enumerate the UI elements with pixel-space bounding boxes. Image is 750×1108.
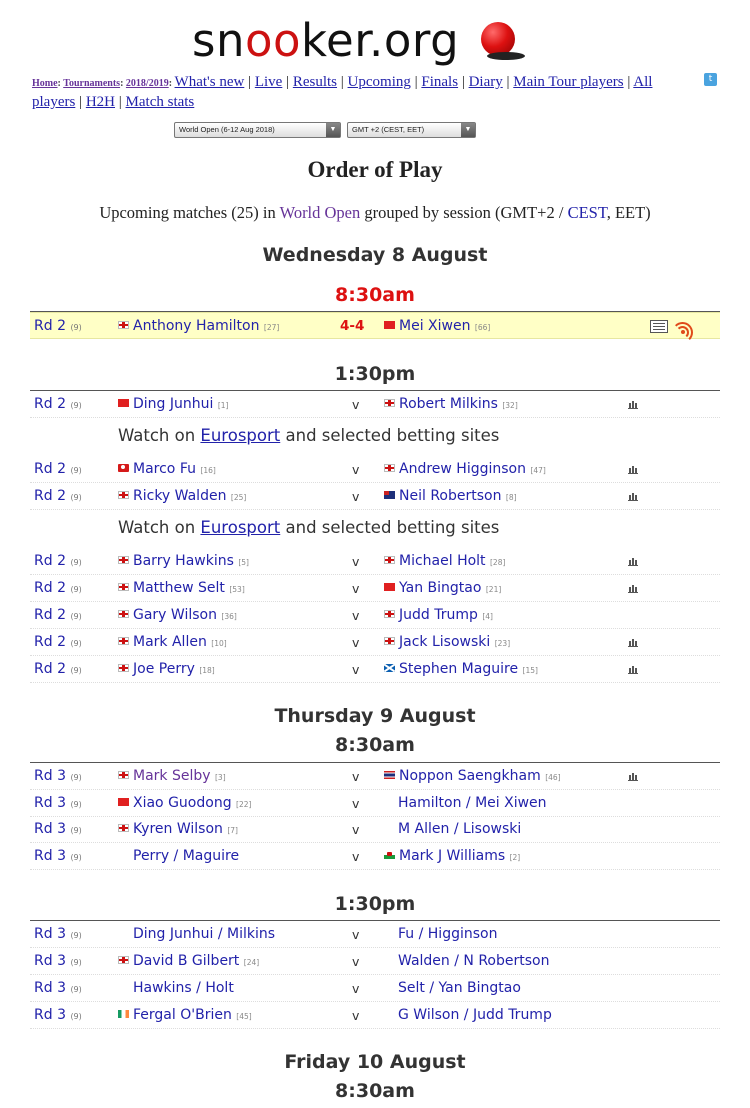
china-flag-icon — [384, 321, 395, 329]
player-2[interactable]: Michael Holt [28] — [384, 548, 505, 576]
day-heading: Wednesday 8 August — [262, 244, 488, 266]
player-2[interactable]: M Allen / Lisowski — [398, 821, 522, 837]
player-2[interactable]: Mei Xiwen [66] — [384, 313, 490, 341]
player-2[interactable]: G Wilson / Judd Trump — [398, 1007, 552, 1023]
versus-label: v — [352, 796, 360, 811]
nav-upcoming[interactable]: Upcoming — [347, 74, 411, 90]
versus-label: v — [352, 581, 360, 596]
breadcrumb-tournaments[interactable]: Tournaments — [63, 78, 121, 89]
match-row[interactable] — [30, 948, 720, 975]
versus-label: v — [352, 608, 360, 623]
player-1[interactable]: Gary Wilson [36] — [118, 602, 237, 630]
player-1[interactable]: Ding Junhui / Milkins — [133, 926, 276, 942]
england-flag-icon — [118, 583, 129, 591]
england-flag-icon — [384, 610, 395, 618]
player-2[interactable]: Judd Trump [4] — [384, 602, 493, 630]
player-1[interactable]: Perry / Maguire — [133, 848, 240, 864]
player-1[interactable]: Barry Hawkins [5] — [118, 548, 249, 576]
match-row[interactable] — [30, 1002, 720, 1029]
nav-live[interactable]: Live — [254, 74, 283, 90]
china-flag-icon — [118, 399, 129, 407]
england-flag-icon — [118, 321, 129, 329]
versus-label: v — [352, 954, 360, 969]
scotland-flag-icon — [384, 664, 395, 672]
match-row[interactable] — [30, 843, 720, 870]
table-assignment-icon[interactable] — [628, 584, 639, 593]
session-time: 8:30am — [335, 284, 415, 306]
england-flag-icon — [118, 956, 129, 964]
site-logo[interactable] — [192, 14, 527, 68]
player-1[interactable]: Ricky Walden [25] — [118, 483, 246, 511]
versus-label: v — [352, 662, 360, 677]
round-label: Rd 2 (9) — [34, 553, 82, 569]
round-label: Rd 2 (9) — [34, 396, 82, 412]
page-subtitle: Upcoming matches (25) in World Open grouped by session (GMT+2 / CEST, EET) — [99, 203, 651, 222]
england-flag-icon — [384, 556, 395, 564]
table-assignment-icon[interactable] — [628, 400, 639, 409]
versus-label: v — [352, 981, 360, 996]
event-select[interactable]: World Open (6-12 Aug 2018) ▼ — [174, 122, 341, 138]
round-label: Rd 2 (9) — [34, 607, 82, 623]
breadcrumb-season[interactable]: 2018/2019 — [125, 78, 169, 89]
round-label: Rd 2 (9) — [34, 580, 82, 596]
player-2[interactable]: Hamilton / Mei Xiwen — [398, 795, 547, 811]
rss-icon[interactable] — [681, 320, 695, 334]
england-flag-icon — [118, 824, 129, 832]
player-2[interactable]: Selt / Yan Bingtao — [398, 980, 521, 996]
round-label: Rd 3 (9) — [34, 1007, 82, 1023]
england-flag-icon — [384, 637, 395, 645]
england-flag-icon — [118, 637, 129, 645]
player-2[interactable]: Yan Bingtao [21] — [384, 575, 501, 603]
timezone-select[interactable]: GMT +2 (CEST, EET) ▼ — [347, 122, 476, 138]
versus-label: v — [352, 1008, 360, 1023]
match-row[interactable] — [30, 629, 720, 656]
versus-label: v — [352, 489, 360, 504]
logo-text: snooker.org — [192, 14, 460, 67]
match-row[interactable] — [30, 548, 720, 575]
england-flag-icon — [118, 664, 129, 672]
twitter-icon[interactable]: t — [704, 73, 717, 86]
page-title: Order of Play — [307, 157, 443, 182]
versus-label: v — [352, 927, 360, 942]
player-2[interactable]: Fu / Higginson — [398, 926, 498, 942]
player-1[interactable]: Fergal O'Brien [45] — [118, 1002, 252, 1030]
breadcrumb-home[interactable]: Home — [32, 78, 58, 89]
player-2[interactable]: Stephen Maguire [15] — [384, 656, 538, 684]
round-label: Rd 3 (9) — [34, 821, 82, 837]
match-row[interactable] — [30, 456, 720, 483]
day-heading: Friday 10 August — [284, 1051, 466, 1073]
match-row[interactable] — [30, 483, 720, 510]
round-label: Rd 2 (9) — [34, 488, 82, 504]
player-1[interactable]: Matthew Selt [53] — [118, 575, 245, 603]
player-2[interactable]: Noppon Saengkham [46] — [384, 763, 561, 791]
round-label: Rd 2 (9) — [34, 461, 82, 477]
session-time: 1:30pm — [334, 893, 416, 915]
player-2[interactable]: Mark J Williams [2] — [384, 843, 520, 871]
round-label: Rd 2 (9) — [34, 634, 82, 650]
england-flag-icon — [118, 610, 129, 618]
england-flag-icon — [384, 464, 395, 472]
match-row[interactable] — [30, 391, 720, 418]
nav-h2h[interactable]: H2H — [85, 94, 116, 110]
nav-finals[interactable]: Finals — [421, 74, 459, 90]
versus-label: v — [352, 849, 360, 864]
player-1[interactable]: Kyren Wilson [7] — [118, 816, 238, 844]
table-assignment-icon[interactable] — [628, 638, 639, 647]
versus-label: v — [352, 769, 360, 784]
australia-flag-icon — [384, 491, 395, 499]
eurosport-link[interactable]: Eurosport — [200, 426, 281, 445]
player-2[interactable]: Neil Robertson [8] — [384, 483, 517, 511]
table-assignment-icon[interactable] — [628, 492, 639, 501]
player-1[interactable]: Mark Selby [3] — [118, 763, 226, 791]
round-label: Rd 3 (9) — [34, 980, 82, 996]
england-flag-icon — [118, 771, 129, 779]
player-1[interactable]: David B Gilbert [24] — [118, 948, 259, 976]
player-1[interactable]: Hawkins / Holt — [133, 980, 234, 996]
chevron-down-icon: ▼ — [461, 123, 475, 137]
match-row[interactable] — [30, 656, 720, 683]
filter-selects — [174, 122, 476, 138]
china-flag-icon — [118, 798, 129, 806]
round-label: Rd 2 (9) — [34, 661, 82, 677]
chevron-down-icon: ▼ — [326, 123, 340, 137]
nav-whats-new[interactable]: What's new — [174, 74, 245, 90]
watch-notice: Watch on Eurosport and selected betting sites — [118, 426, 500, 445]
match-row[interactable] — [30, 975, 720, 1002]
england-flag-icon — [118, 556, 129, 564]
table-assignment-icon[interactable] — [628, 557, 639, 566]
versus-label: v — [352, 554, 360, 569]
player-1[interactable]: Joe Perry [18] — [118, 656, 215, 684]
event-link[interactable]: World Open — [279, 203, 361, 222]
table-assignment-icon[interactable] — [628, 465, 639, 474]
versus-label: v — [352, 822, 360, 837]
live-scores-icon[interactable] — [650, 320, 668, 333]
nav-all-players[interactable]: All players — [32, 74, 653, 110]
match-row[interactable] — [30, 921, 720, 948]
day-heading: Thursday 9 August — [274, 705, 476, 727]
nav-results[interactable]: Results — [292, 74, 338, 90]
table-assignment-icon[interactable] — [628, 772, 639, 781]
match-row[interactable] — [30, 790, 720, 817]
player-1[interactable]: Xiao Guodong [22] — [118, 790, 251, 818]
top-navigation: Home: Tournaments: 2018/2019: What's new | Live | Results | Upcoming | Finals | Diary | Main Tour players | All players | H2H | Match stats — [32, 74, 653, 110]
match-score: 4-4 — [340, 318, 365, 334]
round-label: Rd 3 (9) — [34, 795, 82, 811]
china-flag-icon — [384, 583, 395, 591]
hong-kong-flag-icon — [118, 464, 129, 472]
player-2[interactable]: Jack Lisowski [23] — [384, 629, 510, 657]
match-row[interactable] — [30, 312, 720, 339]
match-row[interactable] — [30, 575, 720, 602]
eurosport-link[interactable]: Eurosport — [200, 518, 281, 537]
cest-link[interactable]: CEST — [567, 203, 607, 222]
versus-label: v — [352, 462, 360, 477]
round-label: Rd 3 (9) — [34, 926, 82, 942]
round-label: Rd 3 (9) — [34, 953, 82, 969]
player-1[interactable]: Mark Allen [10] — [118, 629, 227, 657]
round-label: Rd 2 (9) — [34, 318, 82, 334]
ireland-flag-icon — [118, 1010, 129, 1018]
match-row[interactable] — [30, 816, 720, 843]
england-flag-icon — [384, 399, 395, 407]
player-2[interactable]: Andrew Higginson [47] — [384, 456, 546, 484]
round-label: Rd 3 (9) — [34, 768, 82, 784]
snooker-ball-icon — [477, 16, 527, 66]
player-1[interactable]: Marco Fu [16] — [118, 456, 216, 484]
wales-flag-icon — [384, 851, 395, 859]
versus-label: v — [352, 635, 360, 650]
nav-match-stats[interactable]: Match stats — [125, 94, 195, 110]
nav-diary[interactable]: Diary — [468, 74, 503, 90]
session-time: 1:30pm — [334, 363, 416, 385]
session-time: 8:30am — [335, 1080, 415, 1102]
watch-notice: Watch on Eurosport and selected betting sites — [118, 518, 500, 537]
session-time: 8:30am — [335, 734, 415, 756]
nav-main-tour-players[interactable]: Main Tour players — [513, 74, 624, 90]
table-assignment-icon[interactable] — [628, 665, 639, 674]
player-1[interactable]: Ding Junhui [1] — [118, 391, 228, 419]
player-2[interactable]: Robert Milkins [32] — [384, 391, 518, 419]
player-2[interactable]: Walden / N Robertson — [398, 953, 550, 969]
round-label: Rd 3 (9) — [34, 848, 82, 864]
england-flag-icon — [118, 491, 129, 499]
match-row[interactable] — [30, 763, 720, 790]
versus-label: v — [352, 397, 360, 412]
player-1[interactable]: Anthony Hamilton [27] — [118, 313, 279, 341]
thailand-flag-icon — [384, 771, 395, 779]
match-row[interactable] — [30, 602, 720, 629]
